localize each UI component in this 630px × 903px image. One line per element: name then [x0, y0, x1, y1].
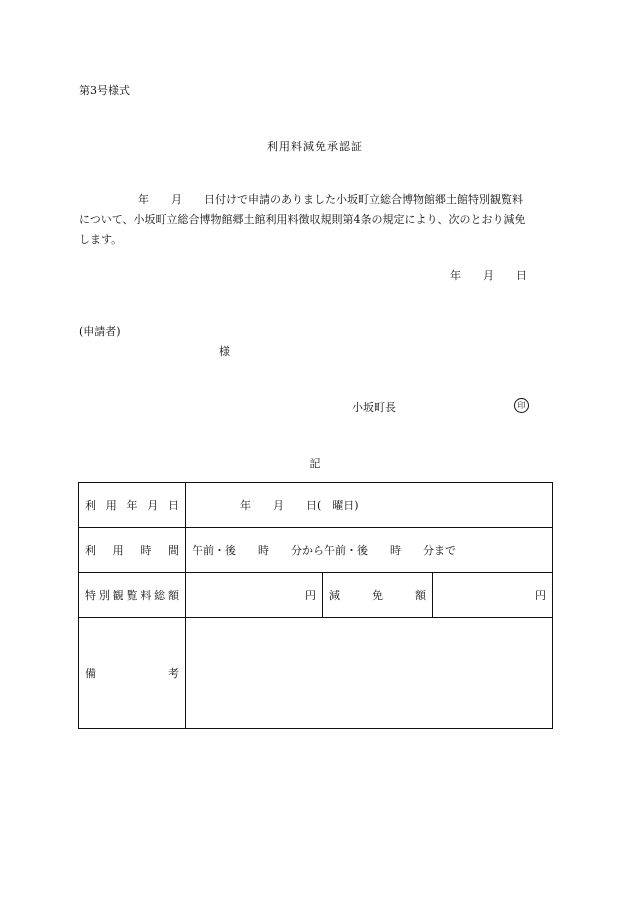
body-line-3: します。 [79, 233, 123, 246]
label-char: 総 [154, 589, 166, 602]
label-char: 月 [147, 499, 159, 512]
label-char: 観 [112, 589, 124, 602]
usage-date-text: 年 月 日( 曜日) [240, 499, 359, 512]
label-char: 利 [85, 544, 96, 557]
applicant-label: (申請者) [79, 325, 121, 338]
label-char: 額 [167, 589, 179, 602]
label-char: 日 [168, 499, 179, 512]
table-row-usage-date [79, 483, 553, 528]
exemption-label [323, 573, 433, 618]
label-char: 年 [126, 499, 138, 512]
usage-time-text: 午前・後 時 分から午前・後 時 分まで [192, 544, 456, 557]
detail-table [78, 482, 553, 729]
label-char: 考 [168, 667, 179, 680]
label-char: 用 [105, 499, 117, 512]
table-row-remarks [79, 618, 553, 729]
body-line-1: 年 月 日付けで申請のありました小坂町立総合博物館郷土館特別観覧料 [138, 193, 523, 206]
issue-date: 年 月 日 [450, 269, 527, 282]
exemption-unit: 円 [535, 589, 547, 602]
label-char: 免 [372, 589, 383, 602]
applicant-honorific: 様 [219, 345, 230, 358]
label-char: 間 [167, 544, 179, 557]
label-char: 覧 [126, 589, 138, 602]
table-row-fee [79, 573, 553, 618]
remarks-label [79, 618, 186, 729]
table-row-usage-time [79, 528, 553, 573]
label-char: 用 [112, 544, 124, 557]
fee-total-unit: 円 [305, 589, 316, 602]
fee-total-value [186, 573, 323, 618]
ki-heading: 記 [309, 457, 321, 470]
seal-mark: 印 [514, 398, 529, 413]
usage-time-label [79, 528, 186, 573]
label-char: 別 [98, 589, 110, 602]
usage-date-value [186, 483, 553, 528]
label-char: 利 [85, 499, 96, 512]
exemption-value [433, 573, 553, 618]
usage-time-value [186, 528, 553, 573]
label-char: 減 [329, 589, 340, 602]
fee-total-label [79, 573, 186, 618]
issuer-name: 小坂町長 [352, 401, 396, 414]
body-line-2: について、小坂町立総合博物館郷土館利用料徴収規則第4条の規定により、次のとおり減免 [79, 213, 526, 226]
label-char: 額 [415, 589, 426, 602]
usage-date-label [79, 483, 186, 528]
label-char: 料 [140, 589, 152, 602]
remarks-value [186, 618, 553, 729]
label-char: 特 [85, 589, 96, 602]
label-char: 備 [85, 667, 96, 680]
form-number: 第3号様式 [79, 84, 130, 97]
label-char: 時 [140, 544, 152, 557]
document-title: 利用料減免承認証 [267, 140, 363, 153]
